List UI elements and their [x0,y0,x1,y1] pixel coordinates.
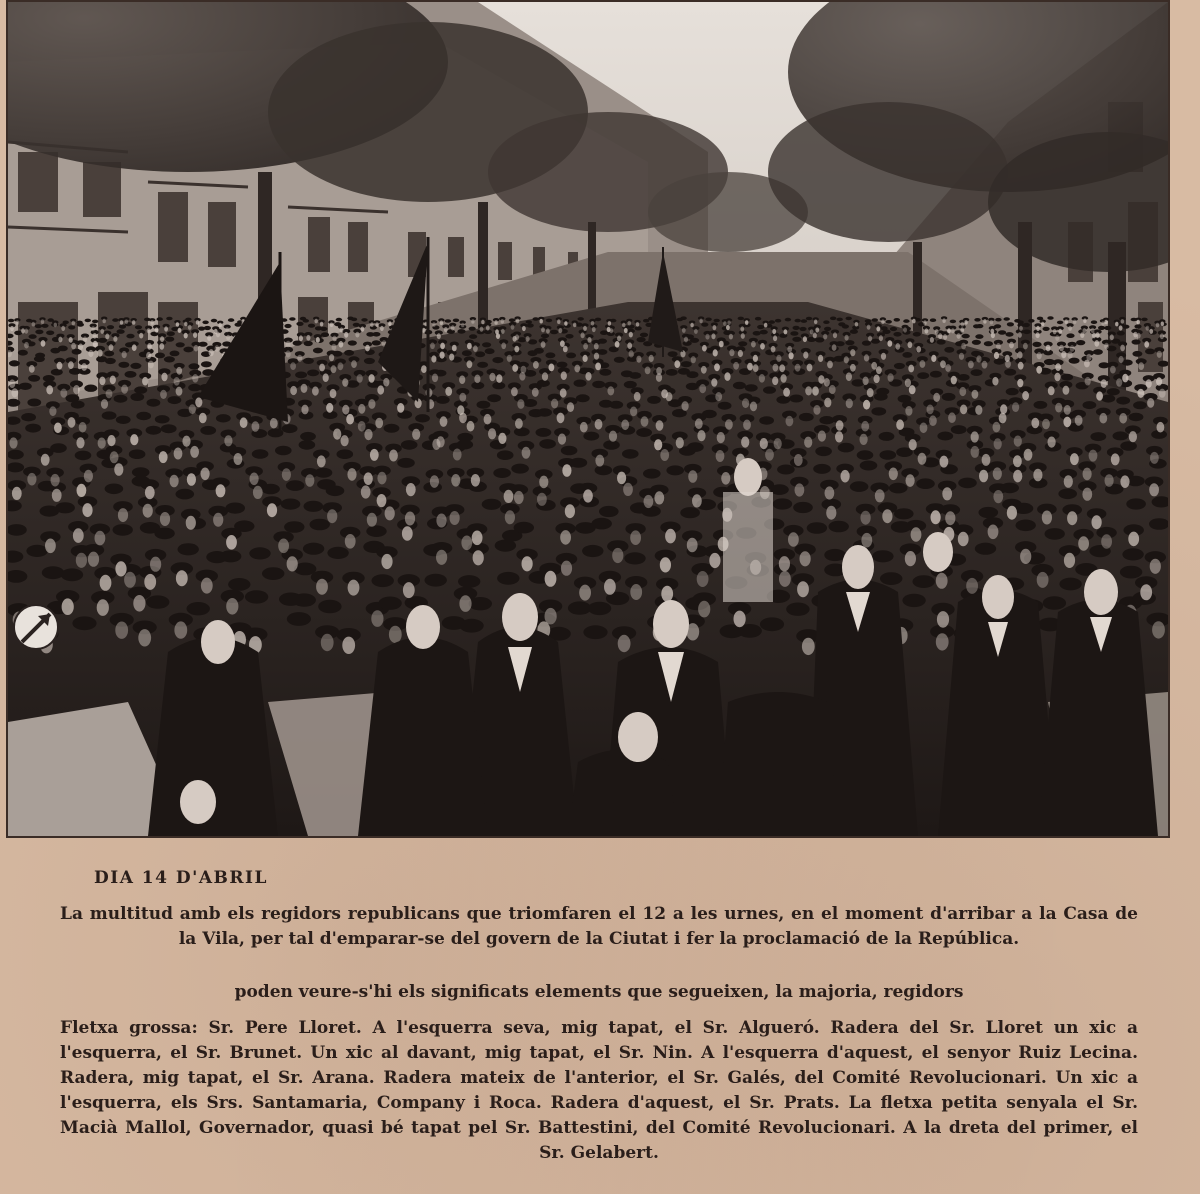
photo-illustration [8,2,1168,836]
crowd-photograph [6,0,1170,838]
caption-subheading: poden veure-s'hi els significats elements que segueixen, la majoria, regidors [234,982,964,1002]
caption-lead: La multitud amb els regidors republicans que triomfaren el 12 a les urnes, en el moment d'arribar a la Casa de la Vila, per tal d'emparar-se del govern de la Ciutat i fer la proclamació de la República. [60,904,1138,949]
arrow-sign-icon [14,605,58,649]
caption-body: Fletxa grossa: Sr. Pere Lloret. A l'esquerra seva, mig tapat, el Sr. Algueró. Radera del Sr. Lloret un xic a l'esquerra, el Sr. Brunet. Un xic al davant, mig tapat, el Sr. Nin. A l'esquerra d'aquest, el senyor Ruiz Lecina. Radera, mig tapat, el Sr. Arana. Radera mateix de l'anterior, el Sr. Galés, del Comité Revolucionari. Un xic a l'esquerra, els Srs. Santamaria, Company i Roca. Radera d'aquest, el Sr. Prats. La fletxa petita senyala el Sr. Macià Mallol, Governador, quasi bé tapat pel Sr. Battestini, del Comité Revolucionari. A la dreta del primer, el Sr. Gelabert. [60,1018,1138,1163]
caption-heading: DIA 14 D'ABRIL [94,868,268,888]
